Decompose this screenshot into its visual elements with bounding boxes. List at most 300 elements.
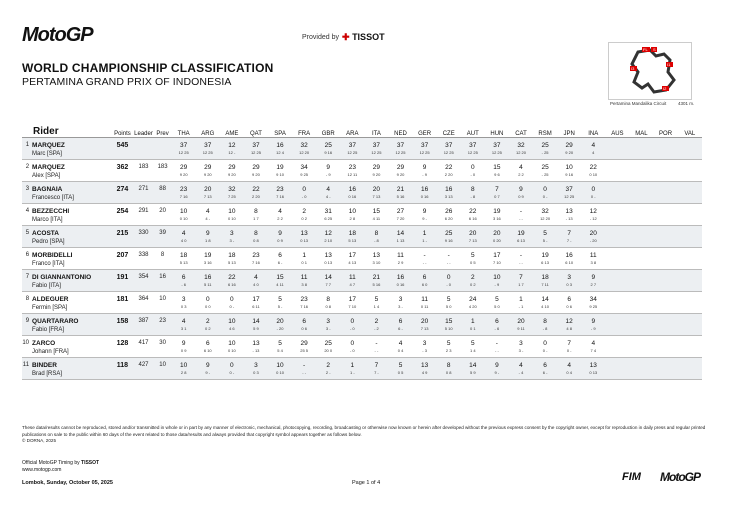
- race-breakdown: 0 8: [325, 303, 332, 309]
- race-column-header: GBR: [316, 125, 340, 137]
- race-total: 10: [228, 339, 236, 347]
- race-total: 9: [591, 273, 596, 281]
- race-total: 1: [519, 295, 523, 303]
- race-total: 37: [420, 141, 429, 149]
- race-result-cell: [557, 313, 581, 335]
- race-result-cell: [413, 137, 437, 159]
- copyright: © DORNA, 2025: [22, 438, 57, 443]
- race-breakdown: 0 3: [253, 369, 259, 375]
- race-breakdown: - 6: [494, 325, 500, 331]
- race-total: 37: [180, 141, 188, 149]
- race-breakdown: 12 25: [347, 149, 358, 155]
- race-breakdown: - 0: [301, 193, 307, 199]
- race-breakdown: 2 20: [252, 193, 260, 199]
- race-result-cell: [509, 291, 533, 313]
- race-result-cell: [557, 335, 581, 357]
- race-total: 20: [589, 229, 597, 237]
- race-breakdown: 6 16: [468, 215, 477, 221]
- points-cell: 118: [111, 357, 133, 379]
- race-total: 8: [470, 185, 475, 193]
- leader-gap-cell: 183: [133, 159, 153, 181]
- race-result-cell: [196, 181, 220, 203]
- race-result-cell: [581, 203, 605, 225]
- race-breakdown: 0 4: [566, 369, 572, 375]
- race-total: 3: [230, 229, 234, 237]
- race-result-cell: [196, 357, 220, 379]
- race-total: 7: [567, 339, 571, 347]
- race-total: 9: [181, 339, 186, 347]
- race-total: 9: [422, 207, 427, 215]
- race-total: 37: [348, 141, 356, 149]
- race-total: 2: [205, 317, 210, 325]
- race-total: 13: [565, 207, 573, 215]
- race-breakdown: 9 20: [396, 171, 405, 177]
- race-breakdown: - 25: [541, 149, 549, 155]
- race-breakdown: 0 1: [470, 325, 476, 331]
- race-result-cell: [388, 247, 412, 269]
- race-breakdown: 7 -: [566, 237, 572, 243]
- race-result-cell: [388, 225, 412, 247]
- race-breakdown: 4 13: [348, 259, 357, 265]
- points-cell: 207: [111, 247, 133, 269]
- circuit-name: Pertamina Mandalika Circuit: [610, 101, 667, 106]
- disclaimer-text: These data/results cannot be reproduced, stored and/or transmitted in whole or in part by any manner of electronic, mechanical, photocopying, recording, broadcasting or otherwise now known or herein after developed without the previous express consent by the copyright owner, except for reproduction in daily press and regular printed publications on sale to the public within 60 days of the event related to those data/results and always provided that copyright symbol appears together as follows below.: [22, 425, 706, 437]
- race-result-cell: [413, 291, 437, 313]
- table-row: [22, 181, 702, 203]
- race-total: 17: [493, 251, 501, 259]
- race-total: 6: [543, 361, 547, 369]
- race-total: 1: [302, 251, 306, 259]
- race-result-cell: [461, 203, 485, 225]
- race-breakdown: 9 20: [203, 171, 212, 177]
- race-result-cell: [557, 269, 581, 291]
- race-breakdown: 7 16: [300, 303, 309, 309]
- race-column-header: AME: [220, 125, 244, 137]
- race-total: 7: [567, 229, 571, 237]
- race-result-cell: [172, 291, 196, 313]
- race-result-cell: [172, 335, 196, 357]
- race-total: 19: [204, 251, 212, 259]
- race-result-cell: [605, 137, 629, 159]
- race-total: 10: [180, 361, 188, 369]
- race-breakdown: - 8: [470, 193, 476, 199]
- race-result-cell: [196, 335, 220, 357]
- race-result-cell: [533, 225, 557, 247]
- race-result-cell: [413, 269, 437, 291]
- race-result-cell: [244, 159, 268, 181]
- race-total: 6: [181, 273, 186, 281]
- race-total: 13: [324, 251, 332, 259]
- race-breakdown: 4 0: [180, 237, 187, 243]
- race-result-cell: [581, 357, 605, 379]
- race-result-cell: [654, 203, 678, 225]
- race-result-cell: [196, 225, 220, 247]
- race-total: -: [519, 251, 523, 259]
- rider-first-name: Marco [ITA]: [32, 216, 63, 223]
- race-result-cell: [292, 181, 316, 203]
- rider-first-name: Franco [ITA]: [32, 260, 65, 267]
- race-total: 17: [348, 251, 356, 259]
- race-total: 9: [591, 317, 596, 325]
- rider-last-name: ZARCO: [32, 339, 56, 347]
- race-total: 13: [589, 361, 597, 369]
- race-result-cell: [292, 247, 316, 269]
- race-total: 5: [398, 361, 403, 369]
- race-total: 23: [276, 185, 284, 193]
- race-result-cell: [316, 269, 340, 291]
- race-result-cell: [220, 137, 244, 159]
- race-result-cell: [268, 203, 292, 225]
- race-result-cell: [654, 225, 678, 247]
- race-total: 0: [543, 339, 547, 347]
- race-total: 8: [374, 229, 379, 237]
- race-result-cell: [340, 247, 364, 269]
- position-cell: 3: [22, 181, 31, 203]
- race-result-cell: [292, 159, 316, 181]
- race-total: 6: [495, 317, 499, 325]
- leader-gap-cell: 330: [133, 225, 153, 247]
- race-breakdown: 25 5: [300, 347, 309, 353]
- race-breakdown: 0 -: [229, 369, 235, 375]
- race-breakdown: - -: [495, 347, 499, 353]
- race-breakdown: 1 13: [396, 237, 405, 243]
- race-result-cell: [244, 313, 268, 335]
- race-result-cell: [557, 159, 581, 181]
- race-breakdown: 1 -: [349, 369, 355, 375]
- race-breakdown: 4 8: [566, 325, 572, 331]
- race-result-cell: [388, 159, 412, 181]
- race-total: 37: [493, 141, 501, 149]
- race-breakdown: 0 -: [566, 347, 572, 353]
- race-result-cell: [316, 159, 340, 181]
- race-total: 11: [397, 251, 404, 259]
- prev-gap-cell: 30: [154, 335, 172, 357]
- race-breakdown: 0 9: [518, 193, 524, 199]
- race-breakdown: 9 -: [205, 369, 211, 375]
- race-result-cell: [533, 357, 557, 379]
- prev-gap-cell: 8: [154, 247, 172, 269]
- position-cell: 4: [22, 203, 31, 225]
- race-breakdown: 2 2: [277, 215, 283, 221]
- page-subtitle: PERTAMINA GRAND PRIX OF INDONESIA: [22, 76, 232, 88]
- race-result-cell: [388, 203, 412, 225]
- race-breakdown: 6 13: [541, 259, 549, 265]
- race-total: 10: [565, 163, 573, 171]
- race-result-cell: [316, 181, 340, 203]
- race-result-cell: [364, 269, 388, 291]
- race-breakdown: - 0: [349, 325, 355, 331]
- circuit-length: 4301 m.: [678, 101, 695, 106]
- table-row: [22, 225, 702, 247]
- race-result-cell: [244, 269, 268, 291]
- race-result-cell: [509, 159, 533, 181]
- race-breakdown: 0 9: [277, 237, 283, 243]
- race-result-cell: [509, 313, 533, 335]
- race-breakdown: 9 20: [565, 149, 574, 155]
- race-breakdown: 12 25: [250, 149, 261, 155]
- race-result-cell: [172, 225, 196, 247]
- race-total: -: [423, 251, 426, 259]
- race-breakdown: - 4: [518, 369, 524, 375]
- race-total: 17: [252, 295, 260, 303]
- position-cell: 7: [22, 269, 31, 291]
- race-breakdown: 12 11: [347, 171, 358, 177]
- table-row: [22, 159, 702, 181]
- website-link[interactable]: www.motogp.com: [22, 467, 62, 473]
- race-breakdown: 3 10: [372, 259, 381, 265]
- race-breakdown: 0 10: [179, 215, 188, 221]
- rider-name-cell: [31, 181, 111, 203]
- race-total: 16: [445, 185, 453, 193]
- race-result-cell: [629, 159, 653, 181]
- race-total: 10: [228, 317, 236, 325]
- race-result-cell: [388, 269, 412, 291]
- race-total: 19: [517, 229, 525, 237]
- race-result-cell: [268, 291, 292, 313]
- race-column-header: AUT: [461, 125, 485, 137]
- race-breakdown: 4 10: [541, 303, 549, 309]
- race-result-cell: [364, 313, 388, 335]
- race-total: 4: [326, 185, 331, 193]
- race-result-cell: [581, 181, 605, 203]
- race-breakdown: 0 13: [324, 259, 333, 265]
- race-breakdown: 9 20: [179, 171, 188, 177]
- race-total: 9: [495, 361, 499, 369]
- race-result-cell: [172, 181, 196, 203]
- position-cell: 10: [22, 335, 31, 357]
- race-result-cell: [581, 137, 605, 159]
- race-column-header: AUS: [605, 125, 629, 137]
- race-result-cell: [557, 247, 581, 269]
- race-breakdown: 9 16: [444, 237, 453, 243]
- race-breakdown: 0 5: [470, 259, 476, 265]
- race-total: 18: [228, 251, 236, 259]
- race-breakdown: 0 6: [566, 303, 572, 309]
- race-breakdown: 0 11: [420, 303, 429, 309]
- race-breakdown: 7 16: [252, 259, 260, 265]
- race-total: 5: [278, 295, 282, 303]
- race-total: 1: [470, 317, 475, 325]
- race-breakdown: 6 0: [421, 281, 428, 287]
- race-result-cell: [581, 269, 605, 291]
- race-breakdown: 6 -: [542, 369, 548, 375]
- race-result-cell: [340, 291, 364, 313]
- race-total: 10: [276, 361, 284, 369]
- race-breakdown: - 1: [518, 303, 524, 309]
- rider-name-cell: [31, 357, 111, 379]
- race-result-cell: [340, 203, 364, 225]
- race-breakdown: 5 4: [277, 347, 283, 353]
- race-result-cell: [316, 225, 340, 247]
- race-result-cell: [509, 225, 533, 247]
- rider-name-cell: [31, 137, 111, 159]
- race-breakdown: 5 13: [348, 237, 357, 243]
- race-result-cell: [316, 137, 340, 159]
- race-total: 23: [252, 251, 260, 259]
- race-result-cell: [437, 269, 461, 291]
- race-breakdown: 5 -: [277, 303, 283, 309]
- race-total: 34: [589, 295, 597, 303]
- provided-by-label: Provided by: [302, 34, 339, 41]
- rider-name-cell: [31, 247, 111, 269]
- race-result-cell: [605, 225, 629, 247]
- race-total: 10: [228, 207, 236, 215]
- rider-name-cell: [31, 159, 111, 181]
- race-result-cell: [316, 203, 340, 225]
- rider-first-name: Pedro [SPA]: [32, 238, 65, 245]
- race-result-cell: [413, 357, 437, 379]
- race-result-cell: [244, 137, 268, 159]
- race-breakdown: 7 7: [325, 281, 332, 287]
- race-total: 10: [180, 207, 188, 215]
- race-total: 20: [517, 317, 525, 325]
- race-total: 4: [398, 339, 403, 347]
- race-breakdown: 12 20: [299, 149, 310, 155]
- race-breakdown: 2 10: [324, 237, 333, 243]
- race-result-cell: [388, 357, 412, 379]
- race-total: 4: [181, 317, 186, 325]
- race-total: 29: [396, 163, 405, 171]
- race-result-cell: [581, 335, 605, 357]
- prev-column-header: Prev: [154, 125, 172, 137]
- race-breakdown: 3 13: [444, 193, 453, 199]
- race-total: 23: [300, 295, 308, 303]
- rider-name-cell: [31, 291, 111, 313]
- race-breakdown: 0 9: [180, 347, 187, 353]
- race-total: 15: [445, 317, 453, 325]
- race-breakdown: 5 0: [445, 303, 452, 309]
- race-result-cell: [388, 291, 412, 313]
- race-total: 9: [326, 163, 331, 171]
- race-total: 24: [469, 295, 477, 303]
- race-total: 5: [446, 339, 451, 347]
- race-breakdown: 4 -: [325, 193, 331, 199]
- race-total: 20: [493, 229, 501, 237]
- race-result-cell: [654, 313, 678, 335]
- race-breakdown: 7 4: [590, 347, 597, 353]
- rider-name-cell: [31, 335, 111, 357]
- race-breakdown: 0 3: [180, 303, 187, 309]
- race-result-cell: [364, 203, 388, 225]
- race-total: 0: [302, 185, 306, 193]
- race-breakdown: 12 25: [395, 149, 406, 155]
- race-result-cell: [268, 357, 292, 379]
- race-total: 7: [495, 185, 499, 193]
- race-breakdown: - 20: [276, 325, 284, 331]
- race-total: 13: [372, 251, 381, 259]
- race-breakdown: 4 11: [276, 281, 284, 287]
- race-total: 26: [445, 207, 453, 215]
- race-result-cell: [244, 357, 268, 379]
- rider-name-cell: [31, 203, 111, 225]
- race-breakdown: 0 1: [301, 259, 307, 265]
- race-total: 29: [252, 163, 260, 171]
- race-result-cell: [220, 335, 244, 357]
- race-result-cell: [461, 181, 485, 203]
- race-breakdown: 12 4: [276, 149, 284, 155]
- race-result-cell: [292, 291, 316, 313]
- race-breakdown: 1 -: [422, 237, 427, 243]
- prev-gap-cell: [154, 137, 172, 159]
- race-breakdown: - 0: [349, 347, 355, 353]
- race-result-cell: [413, 335, 437, 357]
- race-total: 21: [396, 185, 405, 193]
- race-breakdown: 5 9: [470, 369, 476, 375]
- race-total: 2: [470, 273, 475, 281]
- prev-gap-cell: 10: [154, 357, 172, 379]
- race-result-cell: [485, 181, 509, 203]
- race-column-header: NED: [388, 125, 412, 137]
- race-breakdown: 3 8: [301, 281, 307, 287]
- race-column-header: RSM: [533, 125, 557, 137]
- rider-name-cell: [31, 313, 111, 335]
- race-total: 12: [565, 317, 573, 325]
- prev-gap-cell: 39: [154, 225, 172, 247]
- rider-name-cell: [31, 269, 111, 291]
- race-total: 19: [493, 207, 501, 215]
- race-breakdown: 5 9: [253, 325, 259, 331]
- race-breakdown: 1 4: [373, 303, 380, 309]
- race-result-cell: [244, 203, 268, 225]
- race-total: 15: [372, 207, 381, 215]
- table-row: [22, 137, 702, 159]
- position-cell: 1: [22, 137, 31, 159]
- race-total: 8: [543, 317, 547, 325]
- points-cell: 362: [111, 159, 133, 181]
- race-result-cell: [340, 159, 364, 181]
- race-breakdown: 4 7: [349, 281, 356, 287]
- race-breakdown: 12 25: [371, 149, 382, 155]
- race-result-cell: [364, 357, 388, 379]
- rider-first-name: Fabio [ITA]: [32, 282, 61, 289]
- race-total: 4: [205, 207, 210, 215]
- race-column-header: QAT: [244, 125, 268, 137]
- leader-gap-cell: 427: [133, 357, 153, 379]
- race-result-cell: [388, 137, 412, 159]
- race-total: 25: [541, 141, 549, 149]
- rider-last-name: BAGNAIA: [32, 185, 63, 193]
- race-breakdown: 0 13: [300, 237, 309, 243]
- race-result-cell: [437, 357, 461, 379]
- race-breakdown: 7 -: [374, 369, 379, 375]
- race-result-cell: [437, 247, 461, 269]
- race-total: 34: [300, 163, 308, 171]
- race-breakdown: 9 10: [276, 171, 284, 177]
- race-result-cell: [437, 225, 461, 247]
- race-breakdown: 4 0: [253, 281, 259, 287]
- points-column-header: Points: [111, 125, 133, 137]
- race-breakdown: - 20: [589, 237, 597, 243]
- race-result-cell: [629, 335, 653, 357]
- race-result-cell: [509, 203, 533, 225]
- race-result-cell: [268, 225, 292, 247]
- race-total: 14: [252, 317, 260, 325]
- points-cell: 215: [111, 225, 133, 247]
- race-total: 0: [591, 185, 596, 193]
- race-result-cell: [437, 313, 461, 335]
- race-result-cell: [244, 247, 268, 269]
- race-result-cell: [437, 137, 461, 159]
- race-result-cell: [605, 335, 629, 357]
- race-result-cell: [220, 247, 244, 269]
- race-result-cell: [485, 291, 509, 313]
- race-result-cell: [364, 137, 388, 159]
- race-result-cell: [413, 203, 437, 225]
- race-total: 25: [324, 141, 332, 149]
- race-result-cell: [461, 335, 485, 357]
- race-result-cell: [220, 159, 244, 181]
- race-column-header: INA: [581, 125, 605, 137]
